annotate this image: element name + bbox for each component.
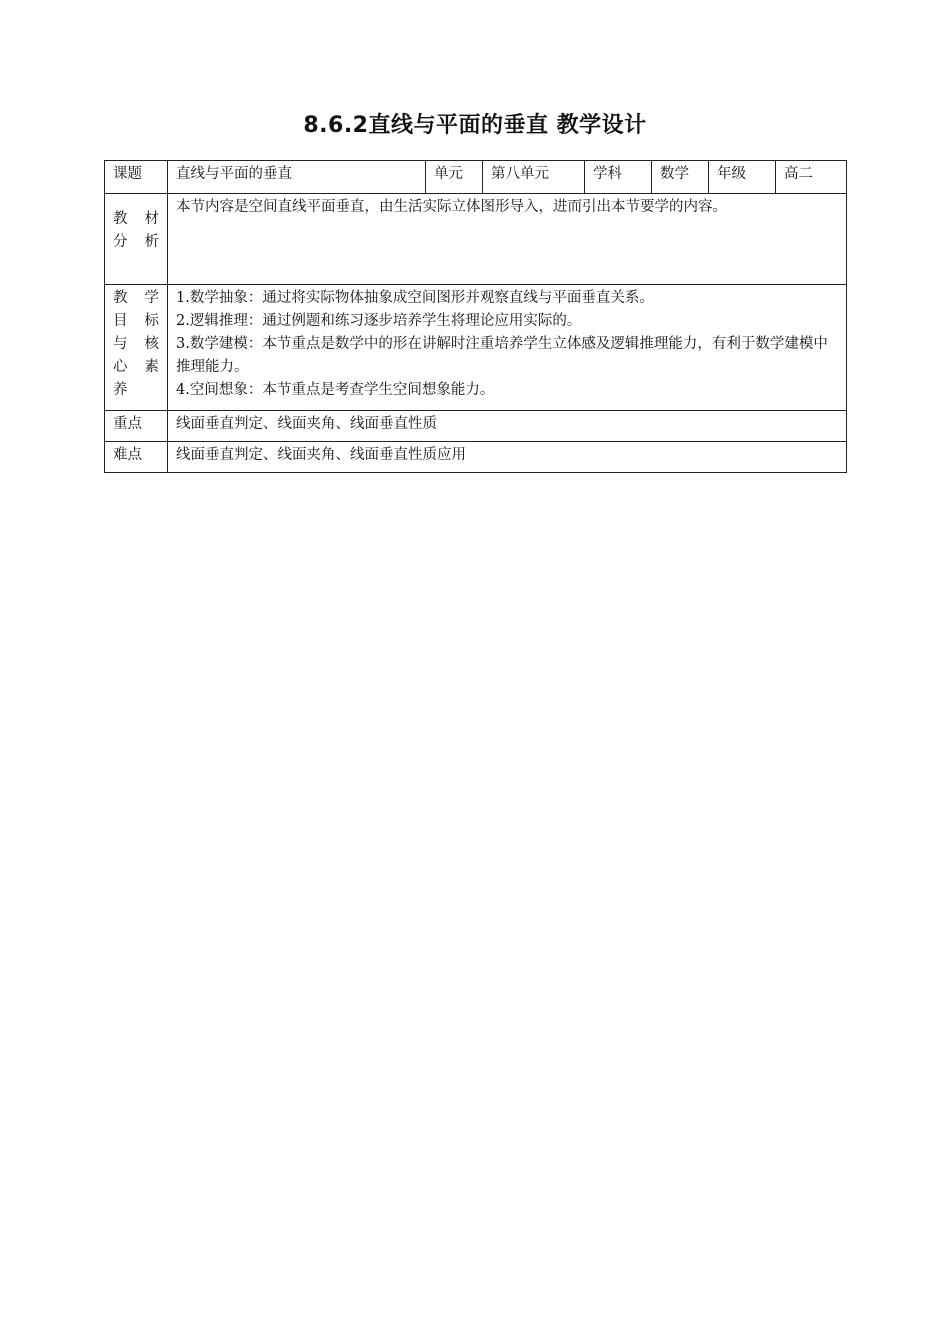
unit-label: 单元 bbox=[426, 161, 483, 194]
topic-value: 直线与平面的垂直 bbox=[168, 161, 426, 194]
key-points-content: 线面垂直判定、线面夹角、线面垂直性质 bbox=[168, 411, 847, 442]
material-label-line: 教 材 bbox=[113, 211, 159, 227]
subject-value: 数学 bbox=[652, 161, 709, 194]
material-analysis-label bbox=[105, 194, 168, 285]
goals-label-line: 目 标 bbox=[113, 313, 159, 329]
table-row-goals bbox=[105, 285, 847, 411]
table-row-header-info bbox=[105, 161, 847, 194]
goal-item: 2.逻辑推理：通过例题和练习逐步培养学生将理论应用实际的。 bbox=[176, 313, 582, 329]
goals-label-line: 与 核 bbox=[113, 336, 159, 352]
goals-label-line: 养 bbox=[113, 382, 128, 398]
page-title: 8.6.2直线与平面的垂直 教学设计 bbox=[303, 113, 647, 138]
grade-label: 年级 bbox=[709, 161, 776, 194]
unit-value: 第八单元 bbox=[483, 161, 585, 194]
goal-item: 1.数学抽象：通过将实际物体抽象成空间图形并观察直线与平面垂直关系。 bbox=[176, 290, 654, 306]
material-label-line: 分 析 bbox=[113, 234, 159, 250]
table-row-material-analysis bbox=[105, 194, 847, 285]
difficulties-content: 线面垂直判定、线面夹角、线面垂直性质应用 bbox=[168, 442, 847, 473]
key-points-label: 重点 bbox=[105, 411, 168, 442]
grade-value: 高二 bbox=[776, 161, 847, 194]
subject-label: 学科 bbox=[585, 161, 652, 194]
material-analysis-content: 本节内容是空间直线平面垂直，由生活实际立体图形导入，进而引出本节要学的内容。 bbox=[168, 194, 847, 285]
lesson-design-table bbox=[104, 160, 847, 473]
difficulties-label: 难点 bbox=[105, 442, 168, 473]
goals-label-line: 心 素 bbox=[113, 359, 159, 375]
goal-item: 4.空间想象：本节重点是考查学生空间想象能力。 bbox=[176, 382, 495, 398]
table-row-key-points bbox=[105, 411, 847, 442]
goals-label-line: 教 学 bbox=[113, 290, 159, 306]
topic-label: 课题 bbox=[105, 161, 168, 194]
goals-label bbox=[105, 285, 168, 411]
goals-content bbox=[168, 285, 847, 411]
goal-item: 3.数学建模：本节重点是数学中的形在讲解时注重培养学生立体感及逻辑推理能力，有利于数学建模中推理能力。 bbox=[176, 336, 828, 375]
table-row-difficulties bbox=[105, 442, 847, 473]
